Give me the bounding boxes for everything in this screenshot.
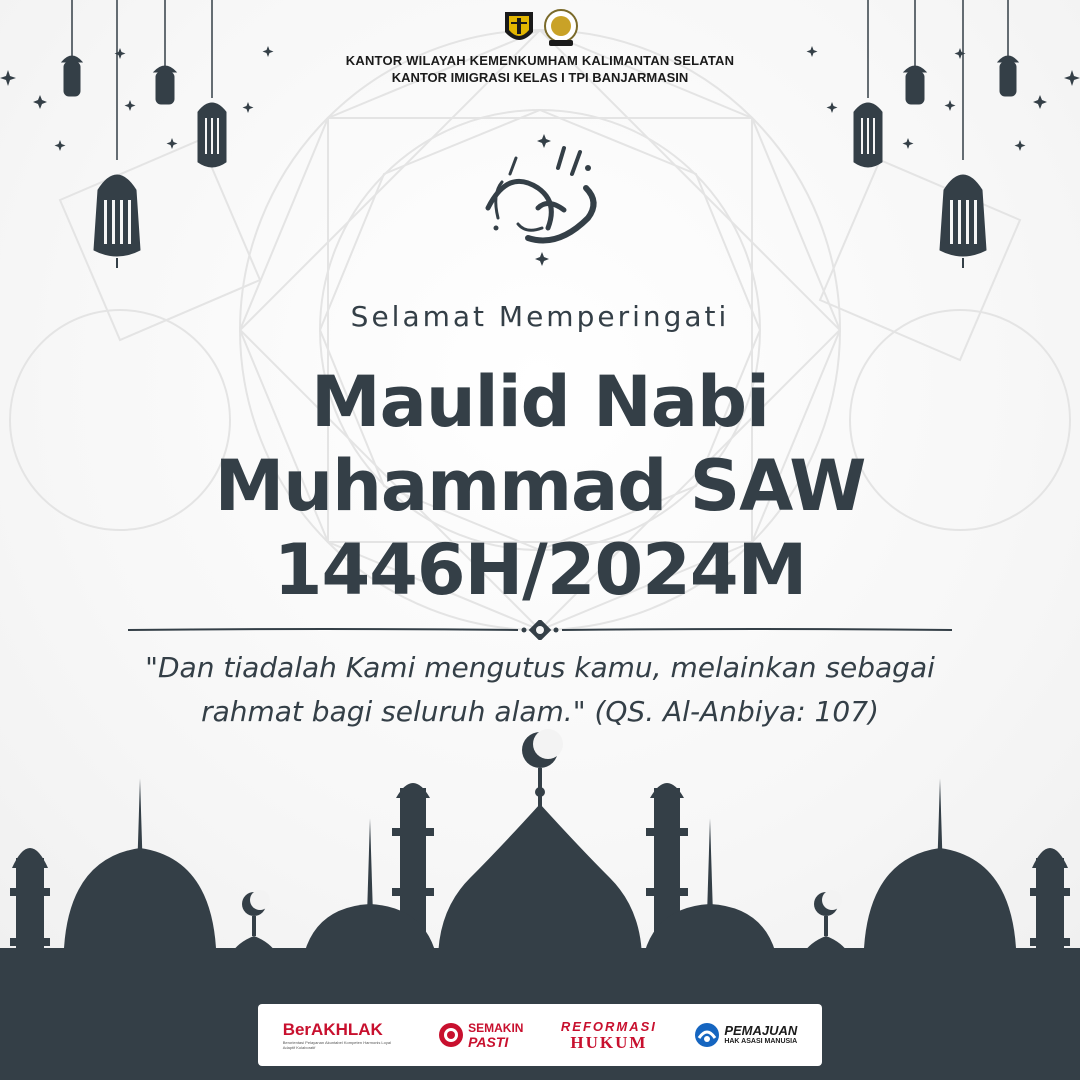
reformasi-label: REFORMASI: [560, 1018, 657, 1034]
quran-quote: [40, 646, 1040, 734]
pemajuan-icon: [694, 1022, 720, 1048]
calligraphy-muhammad: [468, 128, 612, 268]
ornament-divider: [128, 620, 952, 640]
header: [0, 8, 1080, 85]
greeting-title: [0, 360, 1080, 612]
pasti-label: PASTI: [468, 1033, 509, 1050]
semakin-pasti-icon: [438, 1022, 464, 1048]
org-name-office: KANTOR IMIGRASI KELAS I TPI BANJARMASIN: [391, 70, 689, 85]
berakhlak-tagline: Berorientasi Pelayanan Akuntabel Kompeten Harmonis Loyal Adaptif Kolaboratif: [282, 1040, 391, 1050]
semakin-pasti-badge: [438, 1022, 523, 1049]
crescent-moon-icon: [522, 729, 563, 808]
pemajuan-label: PEMAJUAN: [724, 1023, 798, 1038]
pemajuan-ham-badge: [694, 1022, 797, 1048]
quote-line-2: rahmat bagi seluruh alam." (QS. Al-Anbiya: 107): [201, 695, 879, 728]
kemenkumham-logo: [501, 8, 537, 48]
semakin-label: SEMAKIN: [468, 1020, 524, 1035]
reformasi-hukum-badge: [561, 1020, 657, 1051]
berakhlak-badge: [283, 1020, 401, 1050]
hukum-label: HUKUM: [570, 1032, 648, 1052]
title-line-3: 1446H/2024M: [273, 529, 807, 611]
org-name-regional: KANTOR WILAYAH KEMENKUMHAM KALIMANTAN SELATAN: [345, 53, 735, 68]
badge-bar: [258, 1004, 822, 1066]
logo-group: [0, 8, 1080, 48]
greeting-pretitle: Selamat Memperingati: [350, 300, 730, 333]
title-line-2: Muhammad SAW: [214, 445, 866, 527]
imigrasi-logo: [543, 8, 579, 48]
quote-line-1: "Dan tiadalah Kami mengutus kamu, melainkan sebagai: [145, 651, 935, 684]
ham-label: HAK ASASI MANUSIA: [724, 1038, 798, 1045]
title-line-1: Maulid Nabi: [310, 361, 770, 443]
berakhlak-label: BerAKHLAK: [282, 1020, 383, 1039]
